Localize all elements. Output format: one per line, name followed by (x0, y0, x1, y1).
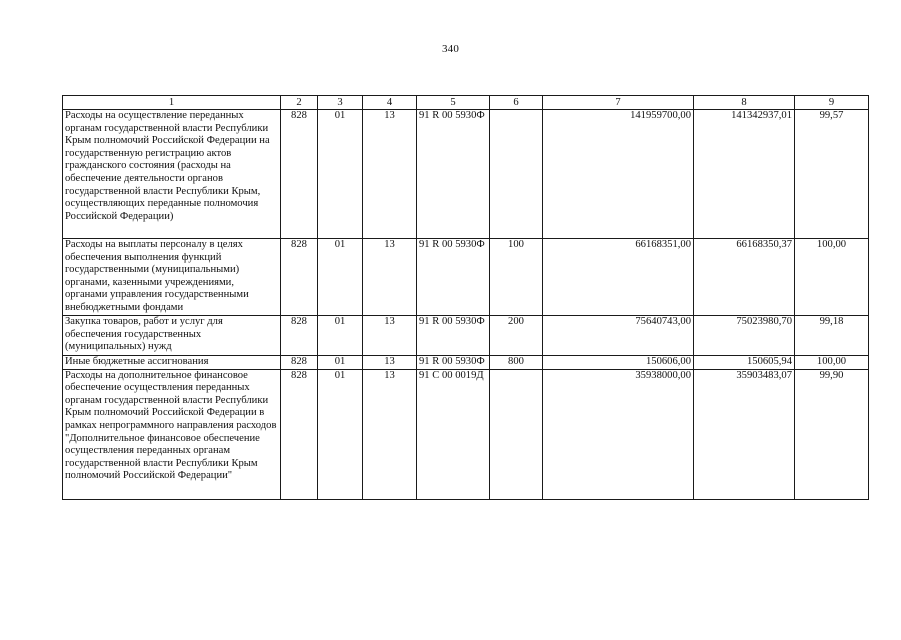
row-fact: 141342937,01 (694, 110, 795, 239)
page-number: 340 (441, 43, 460, 55)
row-plan: 141959700,00 (543, 110, 694, 239)
row-expense-type: 800 (490, 356, 543, 370)
row-section: 01 (318, 316, 363, 356)
row-fact: 35903483,07 (694, 369, 795, 499)
row-target-article: 91 R 00 5930Ф (417, 239, 490, 316)
row-name: Расходы на выплаты персоналу в целях обеспечения выполнения функций государственными (муниципальными) органами, казенными учреждениями, органами управления государственными внебюджетными фондами (63, 239, 281, 316)
row-percent: 99,18 (795, 316, 869, 356)
row-name: Иные бюджетные ассигнования (63, 356, 281, 370)
row-expense-type (490, 369, 543, 499)
table-row (63, 356, 869, 370)
row-expense-type (490, 110, 543, 239)
header-cell-percent: 9 (795, 96, 869, 110)
row-percent: 100,00 (795, 356, 869, 370)
row-ved: 828 (281, 110, 318, 239)
row-target-article: 91 С 00 0019Д (417, 369, 490, 499)
header-cell-plan: 7 (543, 96, 694, 110)
budget-table (62, 95, 869, 500)
row-expense-type: 100 (490, 239, 543, 316)
row-subsection: 13 (363, 369, 417, 499)
row-ved: 828 (281, 356, 318, 370)
row-fact: 75023980,70 (694, 316, 795, 356)
row-name: Расходы на дополнительное финансовое обеспечение осуществления переданных органам государственной власти Республики Крым полномочий Российской Федерации в рамках непрограммного направления расходов "Дополнительное финансовое обеспечение осуществления переданных органам государственной власти Республики Крым полномочий Российской Федерации" (63, 369, 281, 499)
row-plan: 75640743,00 (543, 316, 694, 356)
row-section: 01 (318, 110, 363, 239)
row-target-article: 91 R 00 5930Ф (417, 356, 490, 370)
row-name: Расходы на осуществление переданных органам государственной власти Республики Крым полномочий Российской Федерации на государственную регистрацию актов гражданского состояния (расходы на обеспечение деятельности органов государственной власти Республики Крым, осуществляющих переданные полномочия Российской Федерации) (63, 110, 281, 239)
row-subsection: 13 (363, 239, 417, 316)
header-cell-target-article: 5 (417, 96, 490, 110)
row-fact: 150605,94 (694, 356, 795, 370)
row-section: 01 (318, 356, 363, 370)
header-cell-subsection: 4 (363, 96, 417, 110)
row-target-article: 91 R 00 5930Ф (417, 316, 490, 356)
row-ved: 828 (281, 239, 318, 316)
row-section: 01 (318, 369, 363, 499)
row-percent: 100,00 (795, 239, 869, 316)
row-expense-type: 200 (490, 316, 543, 356)
row-fact: 66168350,37 (694, 239, 795, 316)
table-row (63, 239, 869, 316)
row-plan: 150606,00 (543, 356, 694, 370)
row-plan: 35938000,00 (543, 369, 694, 499)
header-cell-fact: 8 (694, 96, 795, 110)
header-cell-name: 1 (63, 96, 281, 110)
header-cell-ved: 2 (281, 96, 318, 110)
table-row (63, 369, 869, 499)
table-row (63, 316, 869, 356)
row-ved: 828 (281, 316, 318, 356)
row-subsection: 13 (363, 316, 417, 356)
row-ved: 828 (281, 369, 318, 499)
row-subsection: 13 (363, 110, 417, 239)
row-percent: 99,57 (795, 110, 869, 239)
row-name: Закупка товаров, работ и услуг для обеспечения государственных (муниципальных) нужд (63, 316, 281, 356)
header-cell-section: 3 (318, 96, 363, 110)
row-subsection: 13 (363, 356, 417, 370)
row-percent: 99,90 (795, 369, 869, 499)
table-header-row (63, 96, 869, 110)
table-row (63, 110, 869, 239)
row-plan: 66168351,00 (543, 239, 694, 316)
header-cell-expense-type: 6 (490, 96, 543, 110)
row-target-article: 91 R 00 5930Ф (417, 110, 490, 239)
row-section: 01 (318, 239, 363, 316)
